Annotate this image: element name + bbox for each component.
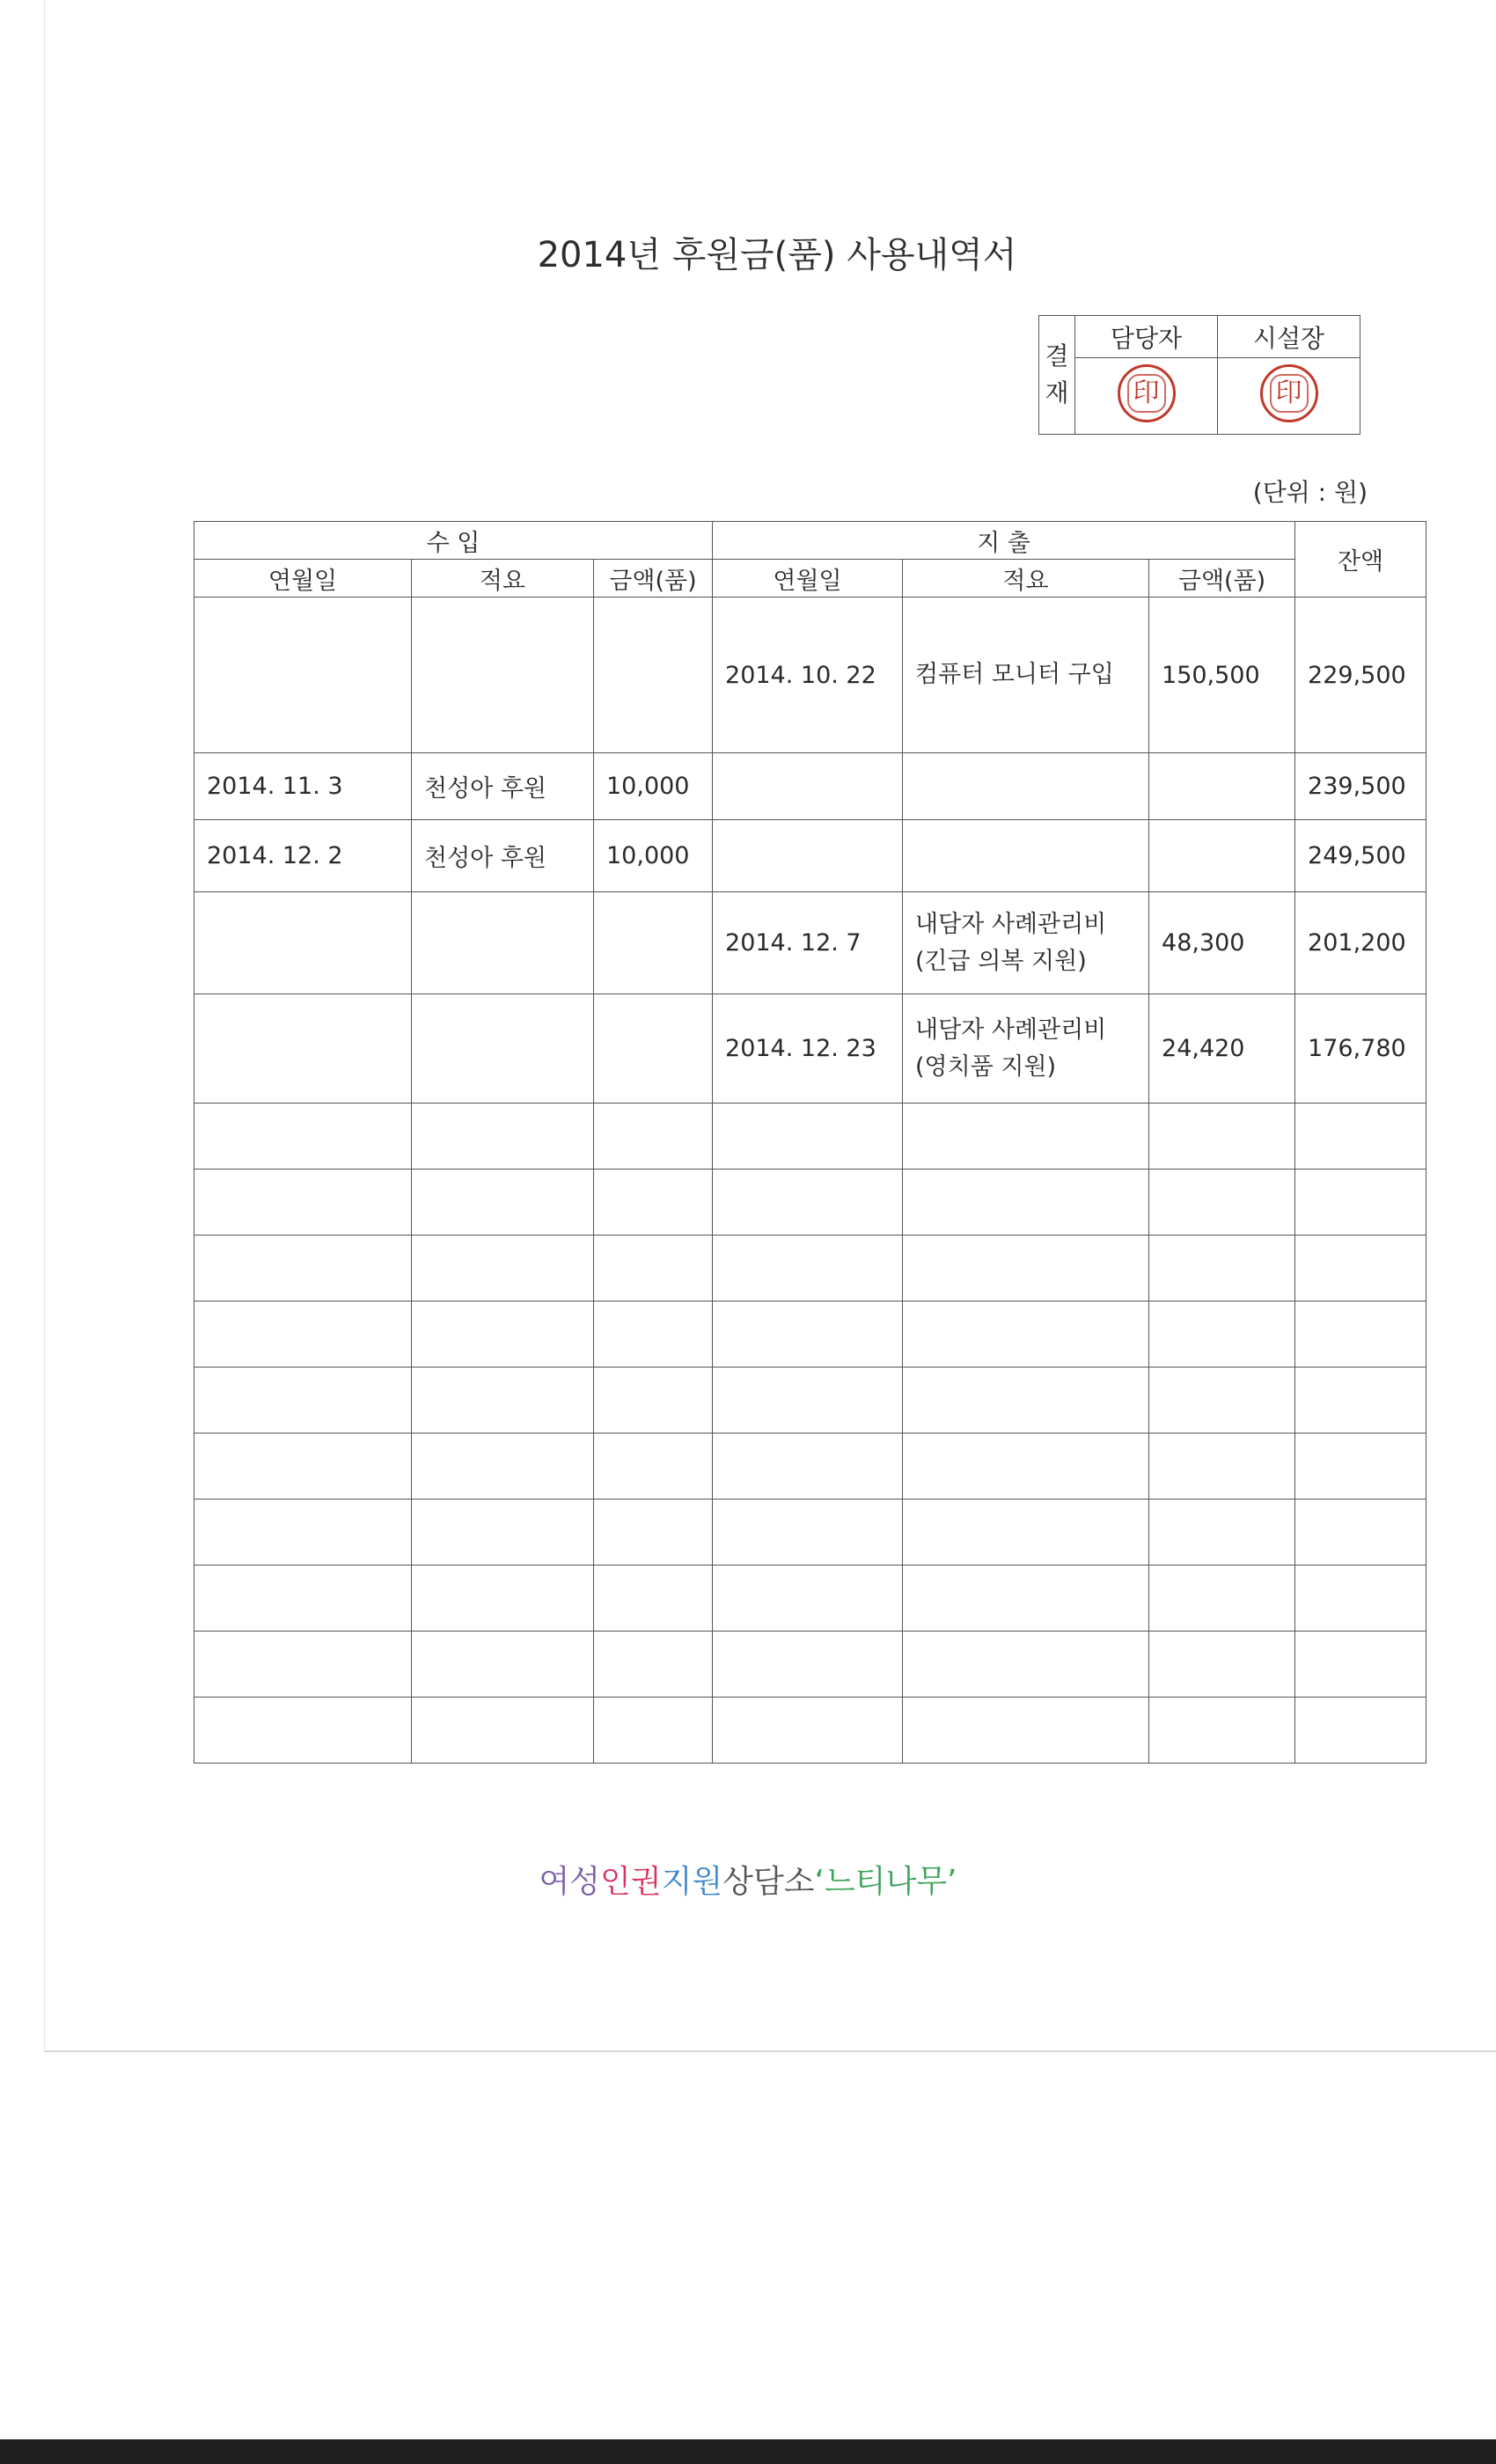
expense-date-cell	[713, 1236, 903, 1302]
expense-desc-cell	[903, 994, 1149, 1104]
income-date-cell	[194, 1500, 412, 1566]
income-desc-cell	[412, 1434, 594, 1500]
expense-desc-cell	[903, 1566, 1149, 1632]
expense-desc-line1: 컴퓨터 모니터 구입	[915, 661, 1114, 688]
organization-name-part: 성	[569, 1864, 601, 1900]
income-desc-cell	[412, 1698, 594, 1764]
expense-date-cell	[713, 1104, 903, 1170]
balance-cell	[1295, 1104, 1426, 1170]
income-date-cell: 2014. 12. 2	[194, 820, 412, 892]
expense-amount-header: 금액(품)	[1149, 560, 1295, 598]
income-date-cell	[194, 1434, 412, 1500]
expense-date-cell	[713, 820, 903, 892]
income-desc-cell	[412, 892, 594, 994]
income-amount-cell	[594, 1170, 713, 1236]
expense-date-cell	[713, 1632, 903, 1698]
income-amount-cell	[594, 1368, 713, 1434]
expense-date-cell	[713, 753, 903, 820]
expense-desc-cell	[903, 753, 1149, 820]
organization-name-part: 상담소	[722, 1864, 815, 1900]
scan-bottom-edge	[0, 2439, 1496, 2464]
expense-desc-cell	[903, 820, 1149, 892]
ledger-body	[194, 598, 1426, 1764]
expense-date-cell	[713, 1302, 903, 1368]
expense-date-cell: 2014. 10. 22	[713, 598, 903, 753]
expense-desc-header: 적요	[903, 560, 1149, 598]
empty-table-row	[194, 1566, 1426, 1632]
table-row	[194, 820, 1426, 892]
organization-name-part: ‘느티나무’	[814, 1864, 957, 1900]
income-amount-cell	[594, 994, 713, 1104]
expense-date-cell	[713, 1500, 903, 1566]
income-date-header: 연월일	[194, 560, 412, 598]
manager-seal-stamp: 印	[1118, 364, 1176, 422]
expense-desc-cell	[903, 1236, 1149, 1302]
income-amount-cell	[594, 1632, 713, 1698]
expense-desc-cell	[903, 1698, 1149, 1764]
expense-desc-cell	[903, 1434, 1149, 1500]
income-date-cell	[194, 1104, 412, 1170]
expense-amount-cell	[1149, 1170, 1295, 1236]
manager-seal-cell	[1075, 358, 1218, 435]
income-amount-cell	[594, 1698, 713, 1764]
income-desc-cell	[412, 1104, 594, 1170]
expense-desc-line1: 내담자 사례관리비	[915, 1016, 1107, 1044]
expense-desc-line2: (긴급 의복 지원)	[915, 947, 1087, 975]
income-desc-cell	[412, 1566, 594, 1632]
organization-name-part: 지	[661, 1864, 693, 1900]
approval-box	[1038, 315, 1360, 435]
balance-cell	[1295, 1302, 1426, 1368]
expense-amount-cell	[1149, 1104, 1295, 1170]
balance-cell: 176,780	[1295, 994, 1426, 1104]
balance-cell: 249,500	[1295, 820, 1426, 892]
income-amount-cell	[594, 1566, 713, 1632]
approval-manager-header: 담당자	[1075, 316, 1218, 358]
expense-desc-cell	[903, 1368, 1149, 1434]
expense-date-cell	[713, 1170, 903, 1236]
income-amount-cell	[594, 892, 713, 994]
balance-cell	[1295, 1698, 1426, 1764]
empty-table-row	[194, 1698, 1426, 1764]
expense-amount-cell	[1149, 1632, 1295, 1698]
table-row	[194, 994, 1426, 1104]
expense-desc-cell	[903, 1302, 1149, 1368]
expense-desc-cell	[903, 1170, 1149, 1236]
table-row	[194, 892, 1426, 994]
director-seal-stamp: 印	[1260, 364, 1318, 422]
empty-table-row	[194, 1170, 1426, 1236]
expense-desc-cell	[903, 598, 1149, 753]
income-desc-cell: 천성아 후원	[412, 820, 594, 892]
expense-date-cell	[713, 1698, 903, 1764]
income-desc-cell	[412, 1302, 594, 1368]
income-date-cell	[194, 892, 412, 994]
empty-table-row	[194, 1236, 1426, 1302]
balance-cell: 229,500	[1295, 598, 1426, 753]
organization-name-part: 여	[539, 1864, 570, 1900]
expense-header: 지 출	[713, 522, 1295, 560]
expense-desc-cell	[903, 1632, 1149, 1698]
approval-label-bottom: 재	[1045, 378, 1069, 407]
organization-name-part: 권	[630, 1864, 662, 1900]
income-amount-cell: 10,000	[594, 753, 713, 820]
balance-cell	[1295, 1566, 1426, 1632]
income-desc-cell	[412, 598, 594, 753]
empty-table-row	[194, 1632, 1426, 1698]
organization-name	[0, 1857, 1496, 1902]
balance-cell	[1295, 1170, 1426, 1236]
income-desc-cell	[412, 1236, 594, 1302]
income-amount-cell	[594, 1104, 713, 1170]
balance-cell	[1295, 1632, 1426, 1698]
income-date-cell: 2014. 11. 3	[194, 753, 412, 820]
expense-amount-cell	[1149, 1698, 1295, 1764]
document-title: 2014년 후원금(품) 사용내역서	[537, 235, 1017, 275]
income-date-cell	[194, 1632, 412, 1698]
income-desc-cell	[412, 1368, 594, 1434]
income-header: 수 입	[194, 522, 713, 560]
approval-director-header: 시설장	[1218, 316, 1360, 358]
expense-desc-line1: 내담자 사례관리비	[915, 910, 1107, 938]
table-row	[194, 753, 1426, 820]
empty-table-row	[194, 1500, 1426, 1566]
income-date-cell	[194, 1236, 412, 1302]
expense-desc-cell	[903, 892, 1149, 994]
empty-table-row	[194, 1434, 1426, 1500]
balance-cell: 239,500	[1295, 753, 1426, 820]
organization-name-part: 인	[600, 1864, 631, 1900]
approval-label	[1039, 316, 1075, 435]
balance-cell	[1295, 1500, 1426, 1566]
expense-amount-cell	[1149, 1368, 1295, 1434]
expense-date-cell	[713, 1566, 903, 1632]
expense-amount-cell	[1149, 1434, 1295, 1500]
income-desc-cell	[412, 1170, 594, 1236]
expense-amount-cell	[1149, 1500, 1295, 1566]
ledger-table	[194, 521, 1426, 1764]
income-amount-cell	[594, 1500, 713, 1566]
expense-amount-cell	[1149, 1302, 1295, 1368]
income-amount-cell	[594, 1302, 713, 1368]
expense-date-cell	[713, 1434, 903, 1500]
income-amount-cell	[594, 1434, 713, 1500]
expense-amount-cell	[1149, 753, 1295, 820]
balance-cell	[1295, 1236, 1426, 1302]
income-date-cell	[194, 1698, 412, 1764]
income-amount-cell	[594, 598, 713, 753]
income-desc-cell	[412, 1632, 594, 1698]
balance-cell	[1295, 1434, 1426, 1500]
expense-amount-cell	[1149, 1236, 1295, 1302]
income-desc-cell: 천성아 후원	[412, 753, 594, 820]
expense-amount-cell: 48,300	[1149, 892, 1295, 994]
approval-label-top: 결	[1045, 341, 1069, 370]
expense-date-cell: 2014. 12. 23	[713, 994, 903, 1104]
income-date-cell	[194, 1170, 412, 1236]
income-date-cell	[194, 1368, 412, 1434]
income-date-cell	[194, 994, 412, 1104]
income-desc-header: 적요	[412, 560, 594, 598]
income-date-cell	[194, 1302, 412, 1368]
income-desc-cell	[412, 1500, 594, 1566]
balance-header: 잔액	[1295, 522, 1426, 598]
empty-table-row	[194, 1104, 1426, 1170]
expense-desc-line2: (영치품 지원)	[915, 1052, 1057, 1081]
income-amount-cell	[594, 1236, 713, 1302]
table-row	[194, 598, 1426, 753]
organization-name-part: 원	[692, 1864, 723, 1900]
director-seal-cell	[1218, 358, 1360, 435]
income-amount-cell: 10,000	[594, 820, 713, 892]
expense-date-cell: 2014. 12. 7	[713, 892, 903, 994]
unit-note: (단위 : 원)	[1252, 478, 1368, 507]
expense-amount-cell	[1149, 820, 1295, 892]
expense-amount-cell: 150,500	[1149, 598, 1295, 753]
empty-table-row	[194, 1368, 1426, 1434]
expense-amount-cell	[1149, 1566, 1295, 1632]
expense-desc-cell	[903, 1104, 1149, 1170]
expense-date-header: 연월일	[713, 560, 903, 598]
expense-amount-cell: 24,420	[1149, 994, 1295, 1104]
income-desc-cell	[412, 994, 594, 1104]
balance-cell	[1295, 1368, 1426, 1434]
empty-table-row	[194, 1302, 1426, 1368]
income-amount-header: 금액(품)	[594, 560, 713, 598]
expense-date-cell	[713, 1368, 903, 1434]
income-date-cell	[194, 598, 412, 753]
income-date-cell	[194, 1566, 412, 1632]
expense-desc-cell	[903, 1500, 1149, 1566]
balance-cell: 201,200	[1295, 892, 1426, 994]
